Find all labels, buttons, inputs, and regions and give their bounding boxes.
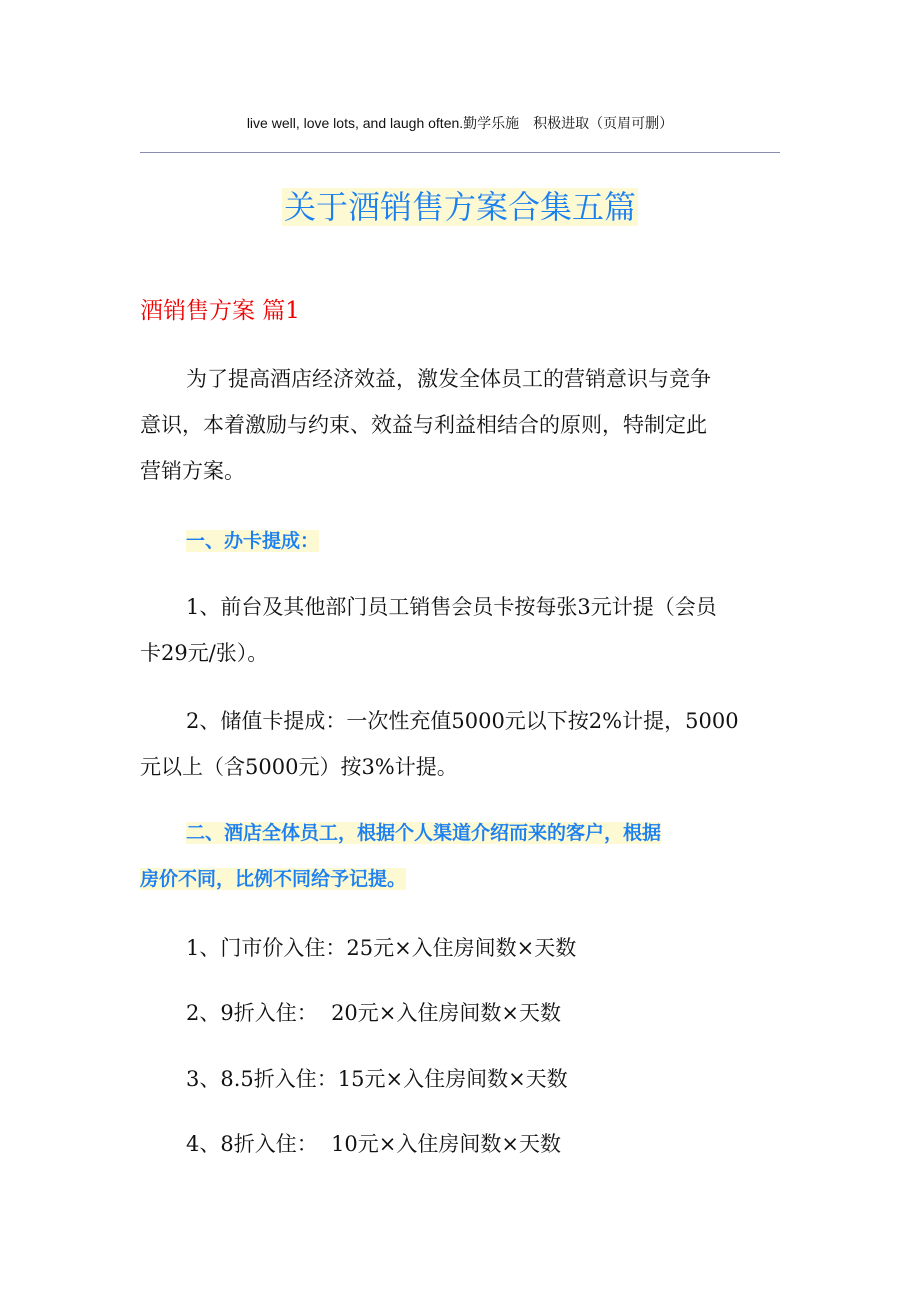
part1-item-1-line: 卡29元/张）。 <box>140 641 269 665</box>
part2-heading-text: 二、酒店全体员工，根据个人渠道介绍而来的客户，根据 <box>186 822 662 844</box>
intro-paragraph <box>140 356 780 494</box>
document-title <box>0 185 920 229</box>
part1-item-2-line: 元以上（含5000元）按3%计提。 <box>140 755 458 779</box>
part2-heading-text: 房价不同，比例不同给予记提。 <box>140 868 407 890</box>
part1-heading <box>140 518 780 564</box>
part2-item <box>140 990 780 1036</box>
part1-item-1-line: 1、前台及其他部门员工销售会员卡按每张3元计提（会员 <box>186 595 717 619</box>
part2-item-line: 1、门市价入住：25元×入住房间数×天数 <box>186 936 577 960</box>
part2-item-line: 3、8.5折入住：15元×入住房间数×天数 <box>186 1067 568 1091</box>
part2-heading <box>140 810 780 902</box>
intro-line: 意识，本着激励与约束、效益与利益相结合的原则，特制定此 <box>140 413 707 437</box>
part2-item-line: 4、8折入住： 10元×入住房间数×天数 <box>186 1132 561 1156</box>
part2-item <box>140 925 780 971</box>
part2-item-line: 2、9折入住： 20元×入住房间数×天数 <box>186 1001 561 1025</box>
part2-item <box>140 1121 780 1167</box>
part1-heading-text: 一、办卡提成： <box>186 530 320 552</box>
part1-item-2 <box>140 698 780 790</box>
part1-item-1 <box>140 584 780 676</box>
page-header: live well, love lots, and laugh often.勤学乐施 积极进取（页眉可删） <box>246 115 674 131</box>
intro-line: 为了提高酒店经济效益，激发全体员工的营销意识与竞争 <box>186 367 711 391</box>
document-title-text: 关于酒销售方案合集五篇 <box>283 188 636 226</box>
section-title: 酒销售方案 篇1 <box>140 298 300 324</box>
intro-line: 营销方案。 <box>140 459 245 483</box>
part2-item <box>140 1056 780 1102</box>
part1-item-2-line: 2、储值卡提成：一次性充值5000元以下按2%计提，5000 <box>186 709 739 733</box>
header-divider <box>140 152 780 153</box>
